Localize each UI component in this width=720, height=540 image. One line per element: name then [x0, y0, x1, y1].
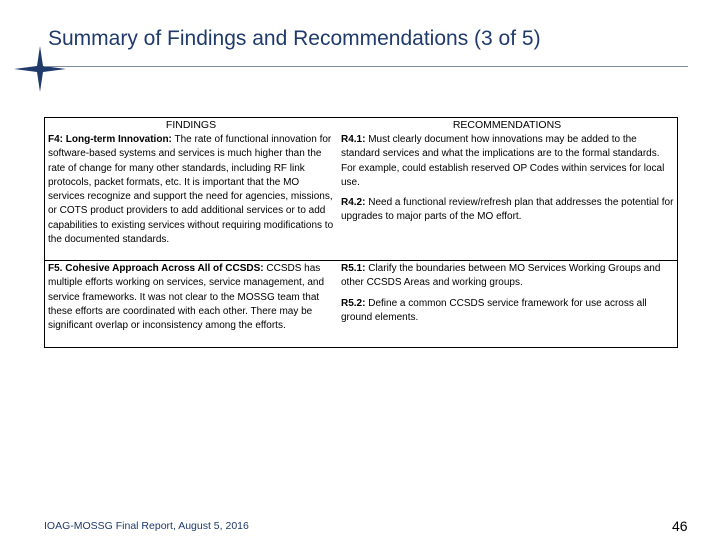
finding-id: F5. Cohesive Approach Across All of CCSDS: — [48, 263, 264, 274]
recommendation-item — [341, 297, 674, 326]
footer-text: IOAG-MOSSG Final Report, August 5, 2016 — [44, 520, 249, 532]
recommendation-id: R5.1: — [341, 263, 366, 274]
recommendation-item — [341, 196, 674, 225]
compass-star-icon — [10, 44, 68, 94]
recommendation-id: R5.2: — [341, 297, 366, 309]
table-header-row — [45, 118, 677, 133]
recommendation-text: Need a functional review/refresh plan that addresses the potential for upgrades to major parts of the MO effort. — [341, 197, 674, 223]
recommendation-item — [341, 133, 674, 190]
findings-header: FINDINGS — [165, 119, 217, 131]
finding-id: F4: Long-term Innovation: — [48, 134, 172, 145]
table-row — [45, 260, 677, 347]
recommendation-id: R4.1: — [341, 134, 366, 145]
recommendation-id: R4.2: — [341, 197, 366, 209]
title-divider — [44, 66, 688, 67]
page-number: 46 — [672, 518, 688, 534]
table-row — [45, 133, 677, 260]
findings-table — [44, 117, 678, 348]
recommendation-item — [341, 262, 674, 291]
recommendation-text: Must clearly document how innovations may be added to the standard services and what the implications are to the formal standards. For example, could establish reserved OP Codes within services for local use. — [341, 134, 665, 188]
finding-text: CCSDS has multiple efforts working on services, service management, and service frameworks. It was not clear to the MOSSG team that these efforts are coordinated with each other. There may be significant overlap or inconsistency among the efforts. — [48, 263, 325, 332]
recommendations-header: RECOMMENDATIONS — [452, 119, 562, 131]
finding-cell — [45, 133, 337, 260]
slide-title: Summary of Findings and Recommendations (3 of 5) — [48, 27, 541, 50]
recommendation-text: Define a common CCSDS service framework for use across all ground elements. — [341, 297, 647, 323]
finding-text: The rate of functional innovation for software-based systems and services is much higher than the rate of change for many other standards, including RF link protocols, packet formats, etc. It is important that the MO services recognize and support the need for agencies, missions, or COTS product providers to add additional services or to add capabilities to existing services without requiring modifications to the documented standards. — [48, 134, 334, 246]
finding-cell — [45, 261, 337, 347]
recommendation-text: Clarify the boundaries between MO Services Working Groups and other CCSDS Areas and working groups. — [341, 263, 661, 289]
recommendation-cell — [337, 261, 677, 347]
recommendation-cell — [337, 133, 677, 260]
